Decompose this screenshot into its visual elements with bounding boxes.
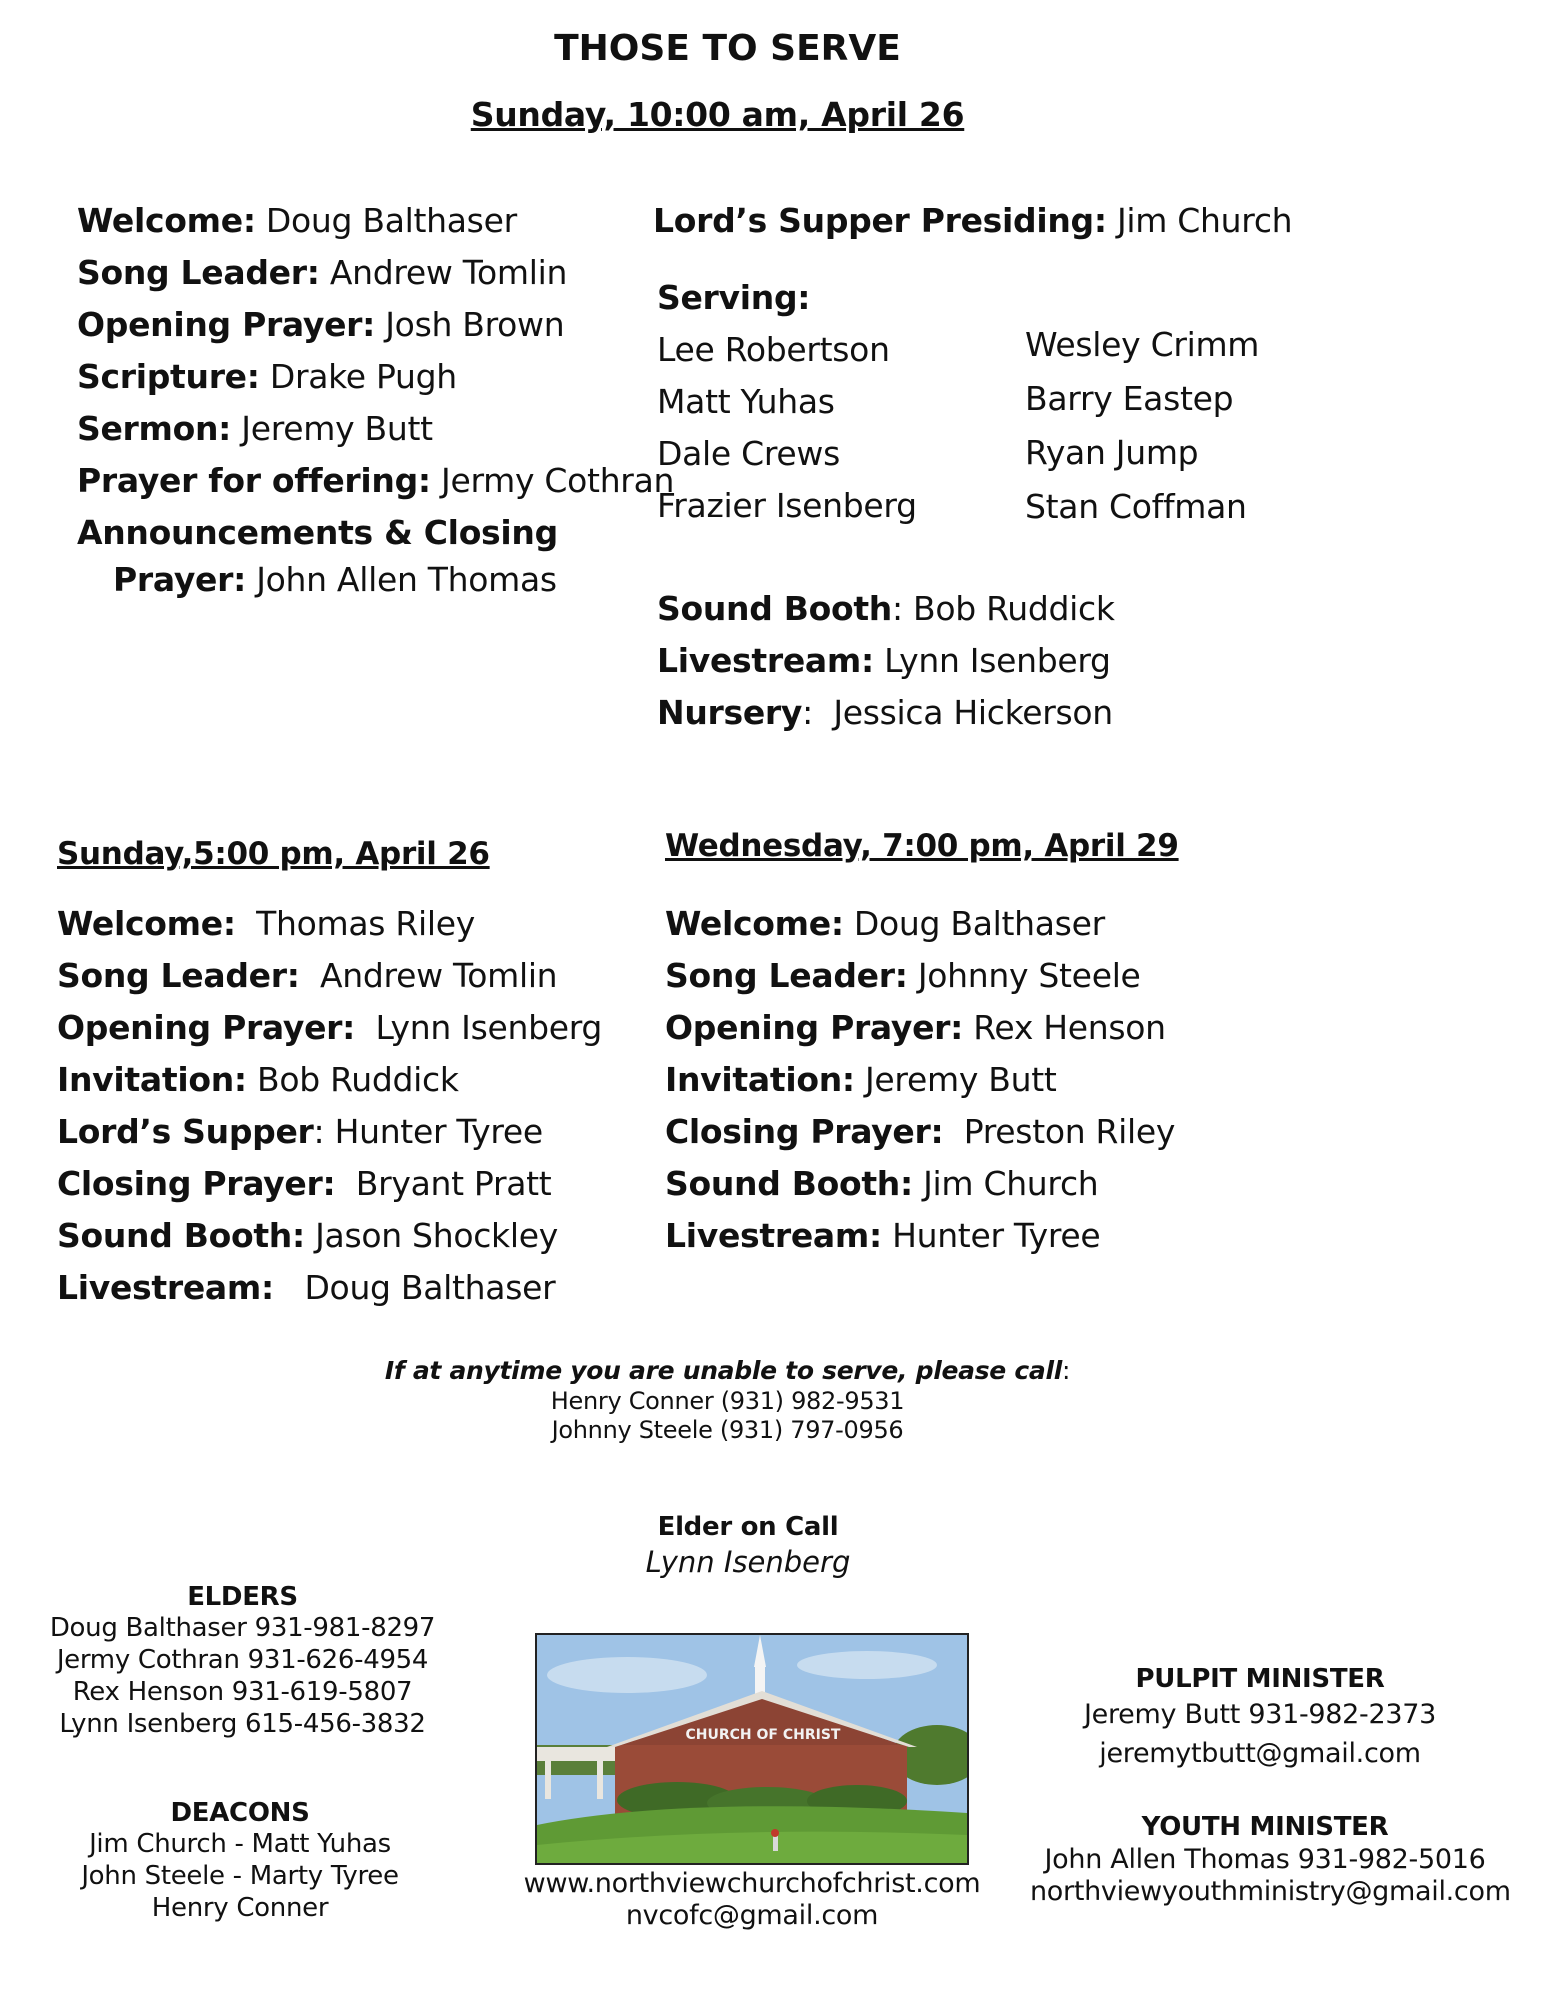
elders-block: [30, 1582, 455, 1740]
elder-item: Jermy Cothran 931-626-4954: [56, 1645, 429, 1675]
elders-heading: ELDERS: [187, 1582, 298, 1612]
role-line: Livestream: Hunter Tyree: [665, 1216, 1101, 1255]
role-line: Lord’s Supper: Hunter Tyree: [57, 1112, 543, 1151]
server-name: Dale Crews: [657, 434, 840, 473]
role-line: Scripture: Drake Pugh: [77, 357, 457, 396]
church-email: nvcofc@gmail.com: [625, 1900, 879, 1931]
church-illustration: [537, 1635, 967, 1863]
role-line: Welcome: Doug Balthaser: [77, 201, 517, 240]
morning-roles: [77, 195, 674, 601]
youth-heading: YOUTH MINISTER: [1141, 1812, 1389, 1842]
deacons-block: [30, 1798, 450, 1924]
role-line: Invitation: Jeremy Butt: [665, 1060, 1057, 1099]
deacon-item: Jim Church - Matt Yuhas: [89, 1829, 391, 1859]
role-line: Opening Prayer: Lynn Isenberg: [57, 1008, 603, 1047]
pulpit-line: Jeremy Butt 931-982-2373: [1083, 1699, 1436, 1730]
server-name: Stan Coffman: [1025, 487, 1247, 526]
server-name: Barry Eastep: [1025, 379, 1234, 418]
server-name: Wesley Crimm: [1025, 325, 1260, 364]
church-contact: [502, 1868, 1002, 1932]
elder-item: Doug Balthaser 931-981-8297: [49, 1613, 436, 1643]
youth-block: [1030, 1810, 1511, 1908]
serving-col-2: [1025, 318, 1259, 534]
role-line: Opening Prayer: Josh Brown: [77, 305, 565, 344]
pulpit-heading: PULPIT MINISTER: [1135, 1664, 1385, 1694]
elder-on-call: [498, 1510, 998, 1580]
role-line: Closing Prayer: Preston Riley: [665, 1112, 1176, 1151]
notice-line: If at anytime you are unable to serve, please call:: [384, 1356, 1071, 1385]
role-line: Prayer for offering: Jermy Cothran: [77, 461, 675, 500]
wednesday-heading: Wednesday, 7:00 pm, April 29: [665, 828, 1179, 864]
role-line: Invitation: Bob Ruddick: [57, 1060, 459, 1099]
elder-on-call-name: Lynn Isenberg: [645, 1545, 851, 1579]
evening-heading: Sunday,5:00 pm, April 26: [57, 836, 490, 872]
deacon-item: Henry Conner: [151, 1893, 329, 1923]
elder-item: Rex Henson 931-619-5807: [72, 1677, 413, 1707]
church-sign: CHURCH OF CHRIST: [685, 1727, 841, 1743]
role-line: Welcome: Doug Balthaser: [665, 904, 1105, 943]
role-line: Livestream: Lynn Isenberg: [657, 641, 1111, 680]
evening-roles: [57, 898, 602, 1314]
role-line: Closing Prayer: Bryant Pratt: [57, 1164, 552, 1203]
server-name: Lee Robertson: [657, 330, 890, 369]
role-line: Opening Prayer: Rex Henson: [665, 1008, 1166, 1047]
serving-label: Serving:: [657, 278, 811, 317]
role-line: Song Leader: Johnny Steele: [665, 956, 1141, 995]
elder-item: Lynn Isenberg 615-456-3832: [59, 1709, 426, 1739]
morning-extra: [657, 583, 1115, 739]
wednesday-roles: [665, 898, 1175, 1262]
youth-email: northviewyouthministry@gmail.com: [1030, 1876, 1511, 1907]
page-title: THOSE TO SERVE: [554, 28, 901, 69]
youth-line: John Allen Thomas 931-982-5016: [1044, 1844, 1486, 1875]
presiding-line: Lord’s Supper Presiding: Jim Church: [653, 201, 1293, 240]
role-line: Sound Booth: Jim Church: [665, 1164, 1099, 1203]
role-line: Livestream: Doug Balthaser: [57, 1268, 556, 1307]
role-line: Welcome: Thomas Riley: [57, 904, 475, 943]
pulpit-email: jeremytbutt@gmail.com: [1099, 1738, 1421, 1769]
role-line: Song Leader: Andrew Tomlin: [77, 253, 568, 292]
role-line: Announcements & Closing: [77, 513, 558, 552]
deacons-heading: DEACONS: [170, 1798, 310, 1828]
deacon-item: John Steele - Marty Tyree: [81, 1861, 399, 1891]
elder-on-call-label: Elder on Call: [657, 1512, 839, 1542]
role-line: Nursery: Jessica Hickerson: [657, 693, 1113, 732]
morning-heading: Sunday, 10:00 am, April 26: [470, 95, 965, 134]
notice-contact: Johnny Steele (931) 797-0956: [551, 1416, 904, 1444]
server-name: Matt Yuhas: [657, 382, 835, 421]
notice: [0, 1355, 1455, 1445]
role-line: Sermon: Jeremy Butt: [77, 409, 433, 448]
role-line: Sound Booth: Bob Ruddick: [657, 589, 1115, 628]
server-name: Frazier Isenberg: [657, 486, 917, 525]
notice-contact: Henry Conner (931) 982-9531: [550, 1387, 905, 1415]
pulpit-block: [1060, 1662, 1460, 1774]
role-line: Prayer: John Allen Thomas: [113, 560, 557, 599]
church-website: www.northviewchurchofchrist.com: [523, 1868, 981, 1899]
server-name: Ryan Jump: [1025, 433, 1199, 472]
role-line: Song Leader: Andrew Tomlin: [57, 956, 558, 995]
serving-col-1: [657, 324, 917, 532]
church-photo: [535, 1633, 969, 1865]
role-line: Sound Booth: Jason Shockley: [57, 1216, 558, 1255]
